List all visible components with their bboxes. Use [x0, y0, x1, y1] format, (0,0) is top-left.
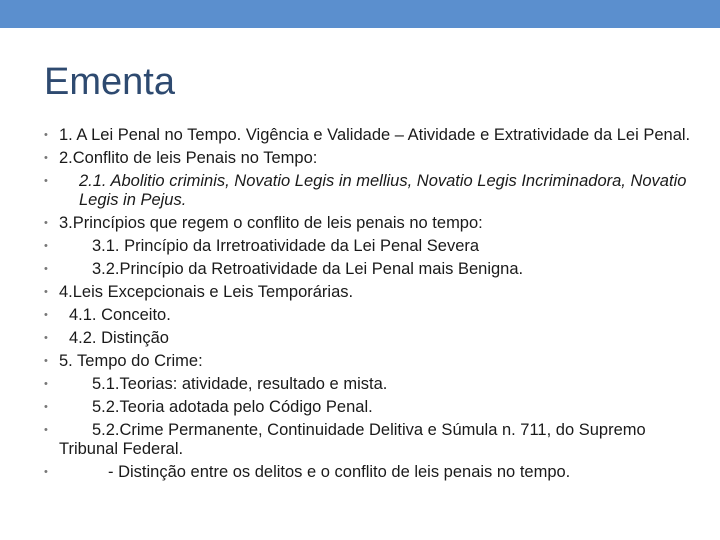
list-item: [44, 149, 694, 168]
list-item-text: 5. Tempo do Crime:: [59, 352, 203, 370]
list-item-text: 3.1. Princípio da Irretroatividade da Lei Penal Severa: [92, 237, 480, 255]
top-accent-bar: [0, 0, 720, 28]
list-item: [44, 126, 694, 145]
list-item-text: 1. A Lei Penal no Tempo. Vigência e Validade – Atividade e Extratividade da Lei Penal.: [59, 126, 691, 144]
list-item-text: 3.Princípios que regem o conflito de leis penais no tempo:: [59, 214, 483, 232]
list-item-text: • 5.2.Crime Permanente, Continuidade Delitiva e Súmula n. 711, do Supremo Tribunal Federal.: [59, 421, 646, 458]
list-item-italic-text: 2.1. Abolitio criminis, Novatio Legis in mellius, Novatio Legis Incriminadora, Novatio Legis in Pejus.: [79, 172, 687, 209]
list-item: [44, 329, 694, 348]
list-item-text: 2.Conflito de leis Penais no Tempo:: [59, 149, 318, 167]
bullet-list: [44, 126, 694, 486]
list-item: [44, 306, 694, 325]
list-item: [44, 398, 694, 417]
list-item: [44, 283, 694, 302]
list-item: [44, 463, 694, 482]
list-item: [44, 421, 694, 459]
list-item-text: 5.2.Teoria adotada pelo Código Penal.: [92, 398, 373, 416]
list-item-text: 4.2. Distinção: [69, 329, 169, 347]
list-item: [44, 260, 694, 279]
list-item: [44, 237, 694, 256]
list-item: [44, 214, 694, 233]
list-item: [44, 352, 694, 371]
list-item-text: 3.2.Princípio da Retroatividade da Lei Penal mais Benigna.: [92, 260, 524, 278]
list-item: [44, 172, 694, 210]
list-item-text: 4.1. Conceito.: [69, 306, 171, 324]
list-item-text: [59, 172, 694, 210]
list-item-text: 4.Leis Excepcionais e Leis Temporárias.: [59, 283, 354, 301]
list-item: [44, 375, 694, 394]
list-item-text: 5.1.Teorias: atividade, resultado e mista.: [92, 375, 388, 393]
list-item-text: - Distinção entre os delitos e o conflito de leis penais no tempo.: [108, 463, 571, 481]
slide-title: Ementa: [44, 61, 175, 103]
